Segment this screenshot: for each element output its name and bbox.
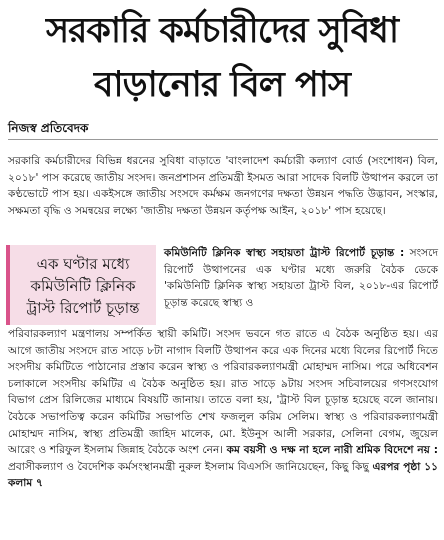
paragraph-3: প্রবাসীকল্যাণ ও বৈদেশিক কর্মসংস্থানমন্ত্রী নুরুল ইসলাম বিএসসি জানিয়েছেন, কিছু কিছু	[8, 460, 369, 473]
headline-line-2: বাড়ানোর বিল পাস	[93, 65, 351, 105]
byline: নিজস্ব প্রতিবেদক	[8, 121, 89, 135]
paragraph-2-continued	[8, 326, 438, 492]
subhead-women-workers: কম বয়সী ও দক্ষ না হলে নারী শ্রমিক বিদেশে নয় :	[226, 444, 438, 457]
paragraph-1: সরকারি কর্মচারীদের বিভিন্ন ধরনের সুবিধা বাড়াতে 'বাংলাদেশ কর্মচারী কল্যাণ বোর্ড (সংশোধন) বিল, ২০১৮' পাস করেছে জাতীয় সংসদ। জনপ্রশাসন প্রতিমন্ত্রী ইসমত আরা সাদেক বিলটি উত্থাপন করলে তা কণ্ঠভোটে পাস হয়। একইসঙ্গে জাতীয় সংসদে কর্মক্ষম জনগণের দক্ষতা উন্নয়ন পদ্ধতি উদ্ভাবন, সংস্কার, সক্ষমতা বৃদ্ধি ও সমন্বয়ের লক্ষ্যে 'জাতীয় দক্ষতা উন্নয়ন কর্তৃপক্ষ আইন, ২০১৮' পাস হয়েছে।	[8, 155, 438, 217]
subhead-community-clinic: কমিউনিটি ক্লিনিক স্বাস্থ্য সহায়তা ট্রাস্ট রিপোর্ট চূড়ান্ত :	[164, 247, 405, 259]
byline-divider	[8, 139, 438, 140]
paragraph-2a: সংসদে রিপোর্ট উত্থাপনের এক ঘণ্টার মধ্যে জরুরি বৈঠক ডেকে 'কমিউনিটি ক্লিনিক স্বাস্থ্য সহায়তা ট্রাস্ট বিল, ২০১৮-এর রিপোর্ট চূড়ান্ত করেছে স্বাস্থ্য ও	[164, 247, 439, 309]
paragraph-2-start	[164, 245, 438, 311]
pull-quote-box: এক ঘণ্টার মধ্যে কমিউনিটি ক্লিনিক ট্রাস্ট রিপোর্ট চূড়ান্ত	[6, 245, 156, 325]
continued-notice: এরপর পৃষ্ঠা ১১ কলাম ৭	[8, 460, 438, 490]
headline-line-1: সরকারি কর্মচারীদের সুবিধা	[46, 11, 398, 51]
paragraph-2b: পরিবারকল্যাণ মন্ত্রণালয় সম্পর্কিত স্থায়ী কমিটি। সংসদ ভবনে গত রাতে এ বৈঠক অনুষ্ঠিত হয়। এর আগে জাতীয় সংসদে রাত সাড়ে ৮টা নাগাদ বিলটি উত্থাপন করে এক দিনের মধ্যে বিলের রিপোর্ট দিতে সংসদীয় কমিটিতে পাঠানোর প্রস্তাব করেন স্বাস্থ্য ও পরিবারকল্যাণমন্ত্রী মোহাম্মদ নাসিম। পরে অধিবেশন চলাকালে সংসদীয় কমিটির এ বৈঠক অনুষ্ঠিত হয়। রাত সাড়ে ৯টায় সংসদ সচিবালয়ের গণসংযোগ বিভাগ প্রেস রিলিজের মাধ্যমে বিষয়টি জানায়। তাতে বলা হয়, 'ট্রাস্ট বিল চূড়ান্ত হয়েছে বলে জানায়। বৈঠকে সভাপতিত্ব করেন কমিটির সভাপতি শেখ ফজলুল করিম সেলিম। স্বাস্থ্য ও পরিবারকল্যাণমন্ত্রী মোহাম্মদ নাসিম, স্বাস্থ্য প্রতিমন্ত্রী জাহিদ মালেক, মো. ইউনুস আলী সরকার, সেলিনা বেগম, জুয়েল আরেং ও শরিফুল ইসলাম জিন্নাহ বৈঠকে অংশ নেন।	[8, 328, 438, 457]
